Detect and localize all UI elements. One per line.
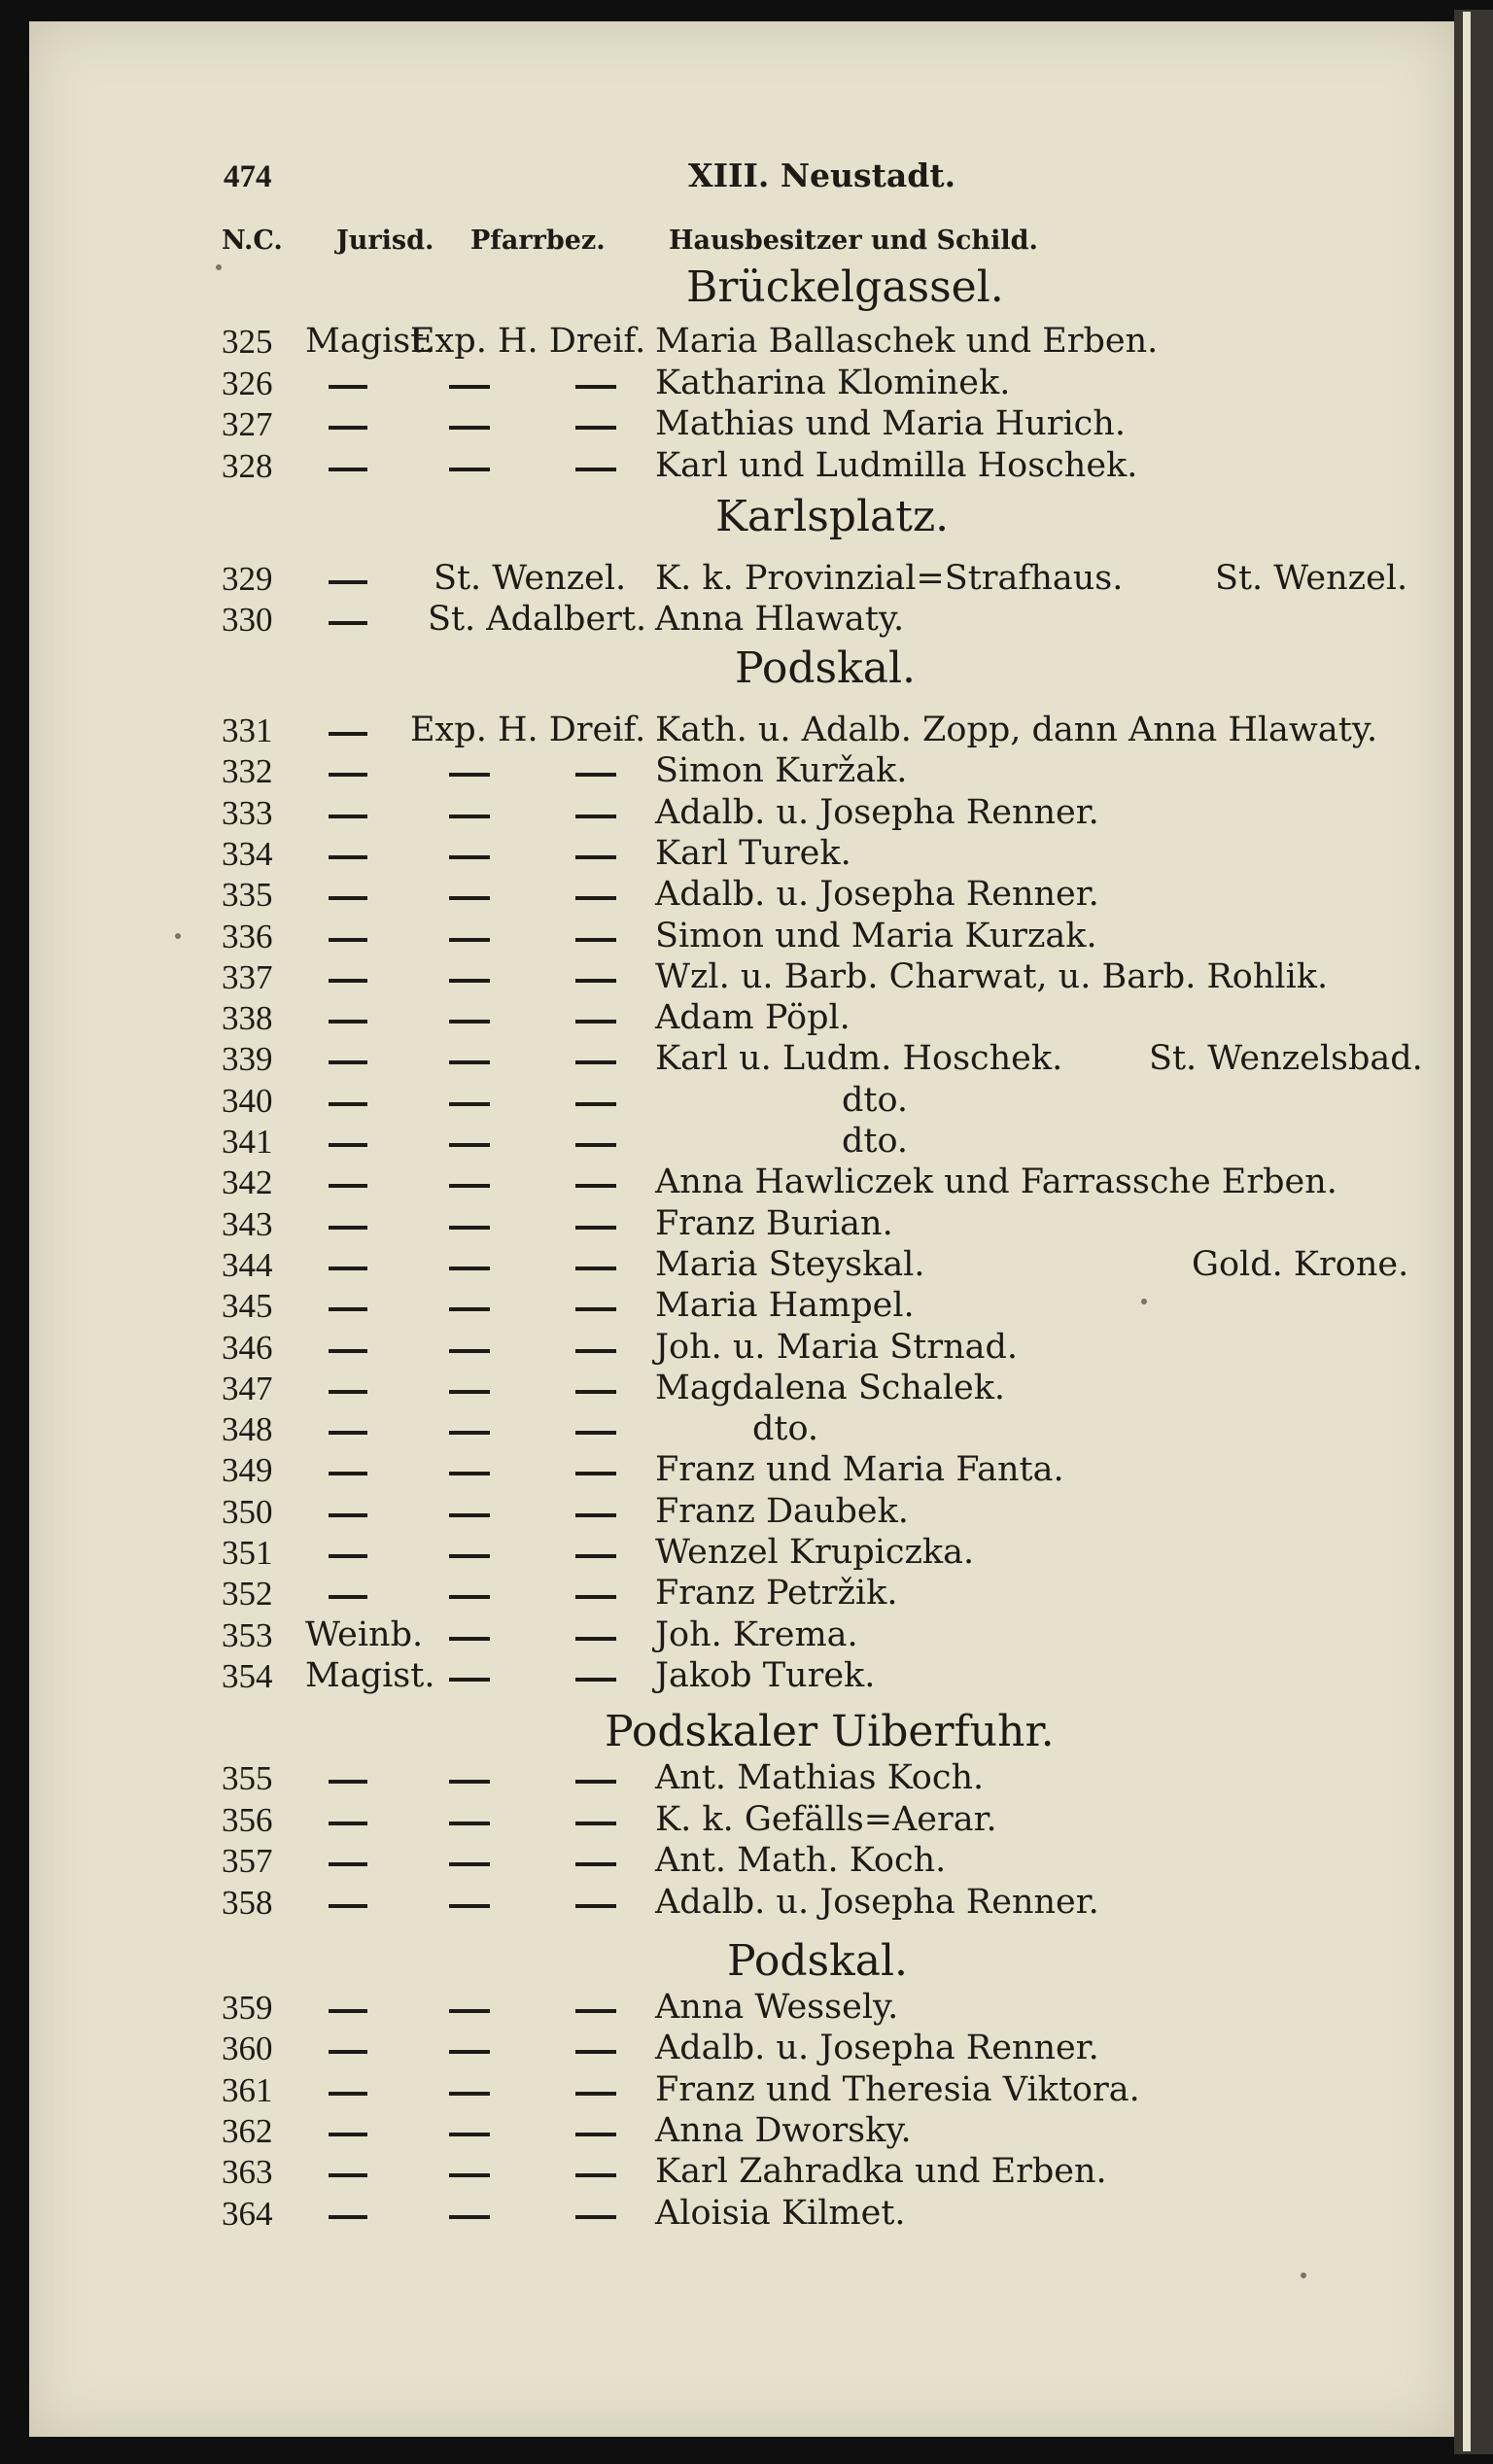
ditto-dash <box>575 385 616 389</box>
parish: St. Wenzel. <box>434 559 627 598</box>
section-heading: Podskaler Uiberfuhr. <box>605 1707 1055 1756</box>
ditto-dash <box>449 1513 490 1517</box>
ditto-dash <box>329 2009 367 2013</box>
col-header-owner: Hausbesitzer und Schild. <box>669 226 1038 256</box>
ditto-dash <box>329 855 367 859</box>
ditto-dash <box>575 1822 616 1825</box>
parish: Exp. H. Dreif. <box>410 322 646 361</box>
house-number: 336 <box>222 918 273 955</box>
house-number: 326 <box>222 364 273 402</box>
owner-name: Adalb. u. Josepha Renner. <box>655 2029 1099 2067</box>
house-number: 351 <box>222 1534 273 1572</box>
ditto-dash <box>449 1020 490 1024</box>
owner-name: Franz Burian. <box>655 1204 893 1243</box>
owner-name: Wzl. u. Barb. Charwat, u. Barb. Rohlik. <box>655 957 1329 996</box>
paper-speck <box>1141 1299 1147 1304</box>
ditto-dash <box>575 1349 616 1353</box>
page-number: 474 <box>224 159 272 194</box>
ditto-dash <box>575 2215 616 2219</box>
ditto-dash <box>449 426 490 430</box>
owner-name: Ant. Mathias Koch. <box>655 1758 985 1797</box>
section-heading: Podskal. <box>735 643 917 693</box>
owner-name: Ant. Math. Koch. <box>655 1841 947 1880</box>
house-number: 361 <box>222 2071 273 2109</box>
ditto-dash <box>449 1554 490 1558</box>
owner-name: Karl u. Ludm. Hoschek. <box>655 1039 1063 1078</box>
ditto-dash <box>449 385 490 389</box>
ditto-dash <box>329 938 367 942</box>
ditto-dash <box>449 1349 490 1353</box>
ditto-dash <box>329 1184 367 1188</box>
ditto-dash <box>329 1554 367 1558</box>
ditto-dash <box>575 1554 616 1558</box>
jurisdiction: Weinb. <box>305 1615 424 1654</box>
house-number: 345 <box>222 1287 273 1325</box>
ditto-dash <box>575 1307 616 1311</box>
owner-name: Magdalena Schalek. <box>655 1369 1006 1407</box>
owner-name: Anna Wessely. <box>655 1988 899 2027</box>
owner-name: Aloisia Kilmet. <box>655 2194 906 2233</box>
ditto-dash <box>449 938 490 942</box>
ditto-dash <box>329 1307 367 1311</box>
section-heading: Karlsplatz. <box>715 492 950 541</box>
house-number: 343 <box>222 1205 273 1243</box>
owner-name: Adam Pöpl. <box>655 998 851 1037</box>
ditto-dash <box>449 1307 490 1311</box>
house-number: 339 <box>222 1040 273 1078</box>
ditto-dash <box>329 773 367 777</box>
owner-name: Adalb. u. Josepha Renner. <box>655 793 1099 832</box>
ditto-dash <box>575 468 616 471</box>
house-number: 334 <box>222 835 273 873</box>
owner-name: Mathias und Maria Hurich. <box>655 404 1126 443</box>
ditto-dash <box>329 1513 367 1517</box>
ditto-dash <box>329 815 367 818</box>
ditto-dash <box>575 1390 616 1394</box>
house-number: 329 <box>222 560 273 598</box>
owner-name: Jakob Turek. <box>655 1656 876 1695</box>
ditto-dash <box>449 1862 490 1866</box>
ditto-dash <box>449 1904 490 1908</box>
ditto-dash <box>575 1143 616 1147</box>
house-number: 331 <box>222 711 273 749</box>
ditto-dash <box>329 621 367 625</box>
house-number: 337 <box>222 958 273 996</box>
owner-name: Katharina Klominek. <box>655 364 1011 402</box>
house-number: 333 <box>222 794 273 832</box>
owner-name: dto. <box>842 1122 909 1161</box>
ditto-dash <box>575 1780 616 1784</box>
ditto-dash <box>329 468 367 471</box>
house-number: 347 <box>222 1370 273 1407</box>
owner-name: Wenzel Krupiczka. <box>655 1533 975 1572</box>
ditto-dash <box>449 468 490 471</box>
owner-name: Karl Turek. <box>655 834 851 873</box>
ditto-dash <box>449 855 490 859</box>
ditto-dash <box>329 1472 367 1475</box>
ditto-dash <box>449 1060 490 1064</box>
owner-name: Anna Dworsky. <box>655 2111 912 2150</box>
house-number: 357 <box>222 1842 273 1880</box>
ditto-dash <box>329 1780 367 1784</box>
ditto-dash <box>449 2009 490 2013</box>
book-gutter <box>1454 10 1493 2454</box>
ditto-dash <box>575 2173 616 2177</box>
house-number: 327 <box>222 405 273 443</box>
owner-name: K. k. Gefälls=Aerar. <box>655 1800 997 1839</box>
owner-name: Joh. Krema. <box>655 1615 858 1654</box>
ditto-dash <box>449 1822 490 1825</box>
house-sign: St. Wenzelsbad. <box>1149 1039 1423 1078</box>
owner-name: Kath. u. Adalb. Zopp, dann Anna Hlawaty. <box>655 711 1378 749</box>
house-number: 349 <box>222 1451 273 1489</box>
ditto-dash <box>329 2092 367 2096</box>
ditto-dash <box>329 1862 367 1866</box>
ditto-dash <box>449 1637 490 1641</box>
ditto-dash <box>575 1637 616 1641</box>
house-sign: St. Wenzel. <box>1215 559 1408 598</box>
section-heading: Podskal. <box>727 1936 909 1986</box>
next-page-edge <box>1463 12 1471 2451</box>
ditto-dash <box>575 773 616 777</box>
ditto-dash <box>449 2133 490 2136</box>
ditto-dash <box>449 979 490 983</box>
house-number: 346 <box>222 1329 273 1367</box>
house-number: 363 <box>222 2153 273 2191</box>
ditto-dash <box>329 732 367 736</box>
house-number: 360 <box>222 2030 273 2067</box>
owner-name: Karl Zahradka und Erben. <box>655 2152 1107 2191</box>
ditto-dash <box>329 385 367 389</box>
ditto-dash <box>575 855 616 859</box>
ditto-dash <box>449 1595 490 1599</box>
house-number: 338 <box>222 999 273 1037</box>
ditto-dash <box>575 2133 616 2136</box>
ditto-dash <box>449 2173 490 2177</box>
running-head: XIII. Neustadt. <box>688 156 956 194</box>
ditto-dash <box>575 1472 616 1475</box>
ditto-dash <box>575 815 616 818</box>
ditto-dash <box>449 1184 490 1188</box>
owner-name: Anna Hlawaty. <box>655 600 905 639</box>
house-number: 332 <box>222 752 273 790</box>
ditto-dash <box>575 1060 616 1064</box>
house-number: 335 <box>222 876 273 914</box>
ditto-dash <box>449 1390 490 1394</box>
house-number: 330 <box>222 601 273 639</box>
house-number: 353 <box>222 1616 273 1654</box>
ditto-dash <box>449 1102 490 1106</box>
house-number: 354 <box>222 1657 273 1695</box>
paper-speck <box>216 264 222 270</box>
ditto-dash <box>329 1595 367 1599</box>
ditto-dash <box>449 1267 490 1270</box>
ditto-dash <box>449 1226 490 1230</box>
jurisdiction: Magist. <box>305 1656 435 1695</box>
ditto-dash <box>575 1678 616 1682</box>
jurisdiction: Magist. <box>305 322 435 361</box>
ditto-dash <box>329 1390 367 1394</box>
owner-name: Maria Ballaschek und Erben. <box>655 322 1159 361</box>
house-number: 342 <box>222 1163 273 1201</box>
ditto-dash <box>329 1431 367 1435</box>
ditto-dash <box>449 815 490 818</box>
ditto-dash <box>575 1513 616 1517</box>
house-number: 364 <box>222 2195 273 2233</box>
ditto-dash <box>329 896 367 900</box>
ditto-dash <box>575 938 616 942</box>
ditto-dash <box>329 2173 367 2177</box>
house-number: 344 <box>222 1246 273 1284</box>
ditto-dash <box>329 1020 367 1024</box>
ditto-dash <box>575 1267 616 1270</box>
owner-name: Anna Hawliczek und Farrassche Erben. <box>655 1163 1337 1201</box>
ditto-dash <box>575 2092 616 2096</box>
owner-name: Franz und Maria Fanta. <box>655 1450 1064 1489</box>
ditto-dash <box>449 2092 490 2096</box>
house-number: 358 <box>222 1884 273 1922</box>
owner-name: Maria Steyskal. <box>655 1245 925 1284</box>
house-number: 356 <box>222 1801 273 1839</box>
ditto-dash <box>449 1143 490 1147</box>
house-number: 348 <box>222 1410 273 1448</box>
parish: St. Adalbert. <box>428 600 647 639</box>
house-number: 328 <box>222 447 273 485</box>
col-header-pfarrbez: Pfarrbez. <box>470 226 606 256</box>
ditto-dash <box>575 1102 616 1106</box>
ditto-dash <box>575 1184 616 1188</box>
ditto-dash <box>329 1143 367 1147</box>
ditto-dash <box>329 1102 367 1106</box>
ditto-dash <box>575 979 616 983</box>
ditto-dash <box>575 1020 616 1024</box>
ditto-dash <box>449 896 490 900</box>
owner-name: Simon und Maria Kurzak. <box>655 917 1097 955</box>
owner-name: dto. <box>842 1081 909 1120</box>
paper-speck <box>175 933 181 939</box>
owner-name: Karl und Ludmilla Hoschek. <box>655 446 1138 485</box>
ditto-dash <box>449 1472 490 1475</box>
ditto-dash <box>329 1349 367 1353</box>
col-header-jurisd: Jurisd. <box>336 226 434 256</box>
ditto-dash <box>329 2215 367 2219</box>
ditto-dash <box>575 1862 616 1866</box>
ditto-dash <box>575 1904 616 1908</box>
ditto-dash <box>449 2215 490 2219</box>
ditto-dash <box>329 1822 367 1825</box>
owner-name: K. k. Provinzial=Strafhaus. <box>655 559 1124 598</box>
ditto-dash <box>449 1678 490 1682</box>
ditto-dash <box>329 2050 367 2054</box>
ditto-dash <box>575 1431 616 1435</box>
parish: Exp. H. Dreif. <box>410 711 646 749</box>
ditto-dash <box>575 2050 616 2054</box>
ditto-dash <box>449 2050 490 2054</box>
house-number: 340 <box>222 1082 273 1120</box>
owner-name: Joh. u. Maria Strnad. <box>655 1328 1019 1367</box>
owner-name: Adalb. u. Josepha Renner. <box>655 1883 1099 1922</box>
ditto-dash <box>449 773 490 777</box>
house-number: 341 <box>222 1123 273 1161</box>
owner-name: Franz Petržik. <box>655 1574 898 1613</box>
house-number: 350 <box>222 1493 273 1531</box>
owner-name: Franz Daubek. <box>655 1492 909 1531</box>
house-number: 355 <box>222 1759 273 1797</box>
house-number: 325 <box>222 323 273 361</box>
ditto-dash <box>575 426 616 430</box>
ditto-dash <box>329 1267 367 1270</box>
owner-name: Simon Kuržak. <box>655 751 908 790</box>
owner-name: Adalb. u. Josepha Renner. <box>655 875 1099 914</box>
owner-name: Franz und Theresia Viktora. <box>655 2070 1140 2109</box>
house-number: 352 <box>222 1575 273 1613</box>
owner-name: dto. <box>752 1409 819 1448</box>
ditto-dash <box>329 1226 367 1230</box>
ditto-dash <box>329 1060 367 1064</box>
ditto-dash <box>449 1780 490 1784</box>
house-sign: Gold. Krone. <box>1192 1245 1409 1284</box>
ditto-dash <box>575 1595 616 1599</box>
ditto-dash <box>449 1431 490 1435</box>
house-number: 359 <box>222 1989 273 2027</box>
ditto-dash <box>575 1226 616 1230</box>
ditto-dash <box>329 979 367 983</box>
ditto-dash <box>575 2009 616 2013</box>
col-header-nc: N.C. <box>222 226 283 256</box>
ditto-dash <box>575 896 616 900</box>
paper-speck <box>1301 2273 1306 2278</box>
section-heading: Brückelgassel. <box>686 262 1004 312</box>
ditto-dash <box>329 426 367 430</box>
ditto-dash <box>329 1904 367 1908</box>
house-number: 362 <box>222 2112 273 2150</box>
ditto-dash <box>329 580 367 584</box>
owner-name: Maria Hampel. <box>655 1286 915 1325</box>
ditto-dash <box>329 2133 367 2136</box>
